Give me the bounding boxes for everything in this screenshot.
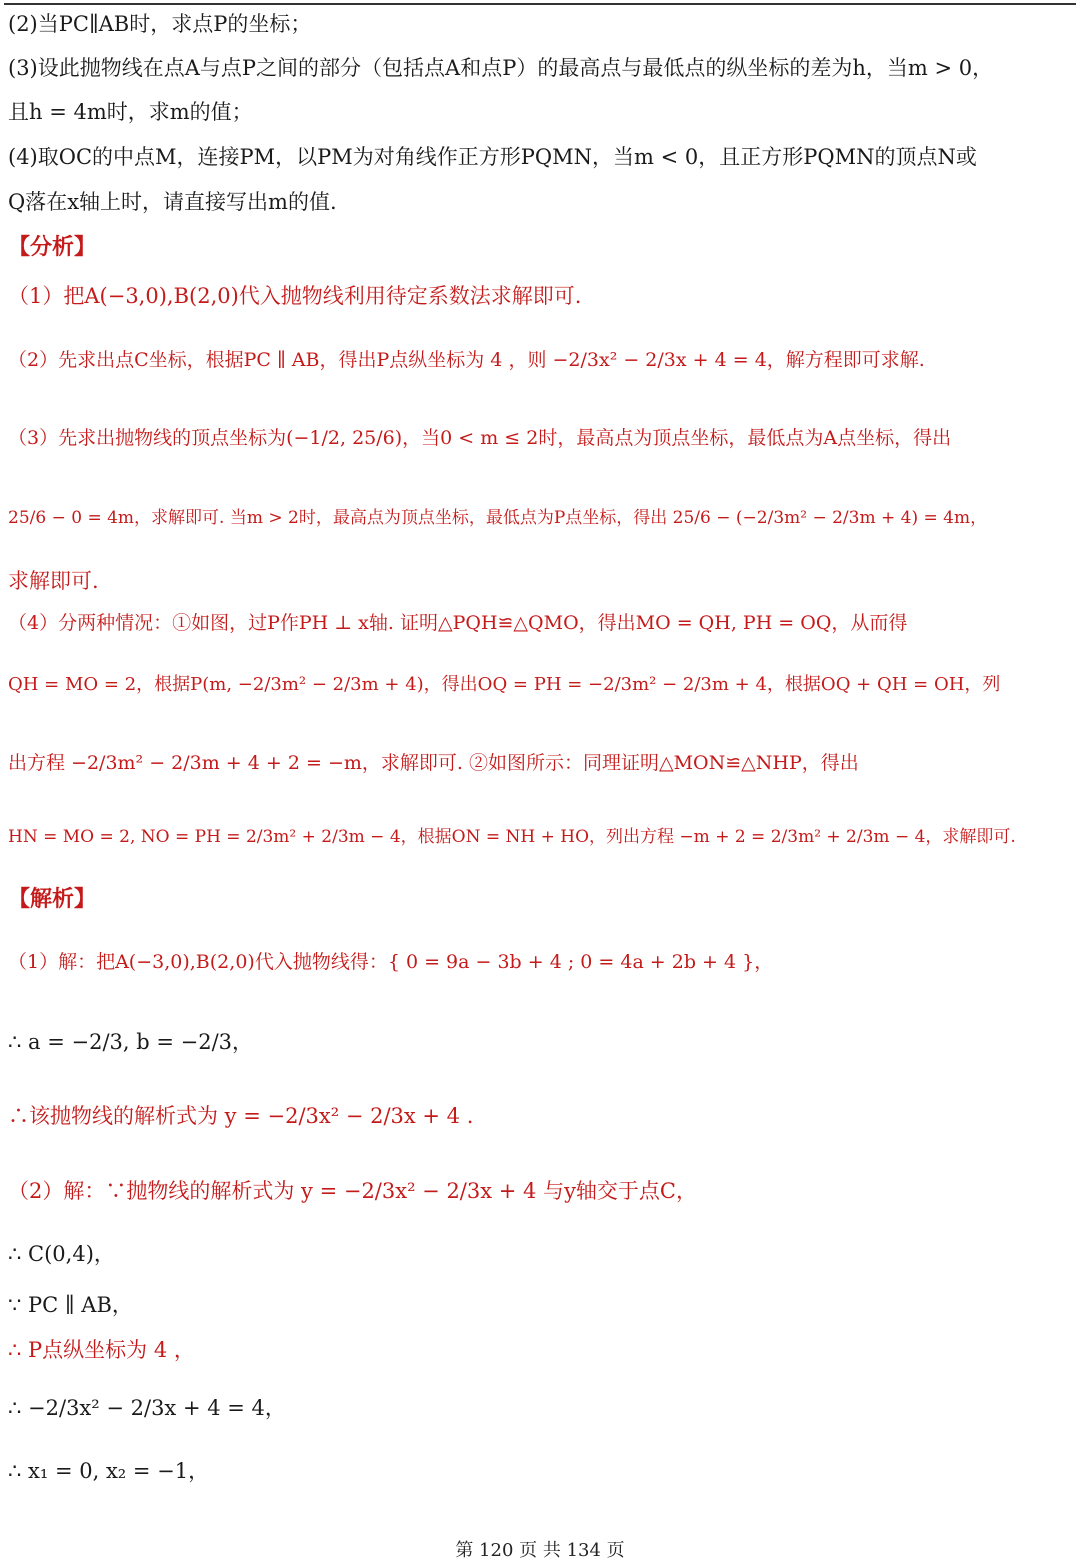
analysis-3c: 求解即可. — [8, 569, 99, 593]
analysis-2: （2）先求出点C坐标，根据PC ∥ AB，得出P点纵坐标为 4 ，则 −2/3x² − 2/3x + 4 = 4，解方程即可求解. — [8, 349, 925, 371]
solution-2f: ∴ x₁ = 0, x₂ = −1， — [8, 1459, 210, 1483]
solution-2c: ∵ PC ∥ AB， — [8, 1293, 133, 1317]
page-footer: 第 120 页 共 134 页 — [455, 1540, 625, 1561]
solution-2d: ∴ P点纵坐标为 4 ， — [8, 1338, 195, 1362]
solution-1c: ∴该抛物线的解析式为 y = −2/3x² − 2/3x + 4 . — [8, 1104, 474, 1128]
analysis-4b: QH = MO = 2，根据P(m, −2/3m² − 2/3m + 4)，得出OQ = PH = −2/3m² − 2/3m + 4，根据OQ + QH = OH，列 — [8, 674, 1001, 695]
solution-2b: ∴ C(0,4)， — [8, 1242, 115, 1266]
top-rule — [4, 3, 1076, 5]
solution-1a: （1）解：把A(−3,0),B(2,0)代入抛物线得：{ 0 = 9a − 3b + 4 ; 0 = 4a + 2b + 4 }， — [8, 951, 774, 973]
analysis-3a: （3）先求出抛物线的顶点坐标为(−1/2, 25/6)，当0 < m ≤ 2时，最高点为顶点坐标，最低点为A点坐标，得出 — [8, 427, 952, 449]
analysis-4a: （4）分两种情况：①如图，过P作PH ⊥ x轴. 证明△PQH≌△QMO，得出MO = QH, PH = OQ，从而得 — [8, 612, 908, 634]
question-line-4a: (4)取OC的中点M，连接PM，以PM为对角线作正方形PQMN，当m < 0，且正方形PQMN的顶点N或 — [8, 145, 977, 169]
question-line-3a: (3)设此抛物线在点A与点P之间的部分（包括点A和点P）的最高点与最低点的纵坐标的差为h，当m > 0， — [8, 56, 994, 80]
solution-2a: （2）解：∵抛物线的解析式为 y = −2/3x² − 2/3x + 4 与y轴交于点C， — [8, 1179, 697, 1203]
question-line-3b: 且h = 4m时，求m的值； — [8, 100, 253, 124]
analysis-4c: 出方程 −2/3m² − 2/3m + 4 + 2 = −m，求解即可. ②如图所示：同理证明△MON≌△NHP，得出 — [8, 752, 859, 774]
analysis-4d: HN = MO = 2, NO = PH = 2/3m² + 2/3m − 4，根据ON = NH + HO，列出方程 −m + 2 = 2/3m² + 2/3m − 4，求解即可. — [8, 827, 1016, 847]
question-line-4b: Q落在x轴上时，请直接写出m的值. — [8, 190, 337, 214]
solution-2e: ∴ −2/3x² − 2/3x + 4 = 4， — [8, 1396, 286, 1420]
solution-1b: ∴ a = −2/3, b = −2/3， — [8, 1030, 254, 1054]
analysis-3b: 25/6 − 0 = 4m，求解即可. 当m > 2时，最高点为顶点坐标，最低点为P点坐标，得出 25/6 − (−2/3m² − 2/3m + 4) = 4m， — [8, 508, 988, 528]
question-line-2: (2)当PC∥AB时，求点P的坐标； — [8, 12, 312, 36]
solution-heading: 【解析】 — [8, 886, 97, 912]
analysis-1: （1）把A(−3,0),B(2,0)代入抛物线利用待定系数法求解即可. — [8, 284, 582, 308]
analysis-heading: 【分析】 — [8, 234, 97, 260]
